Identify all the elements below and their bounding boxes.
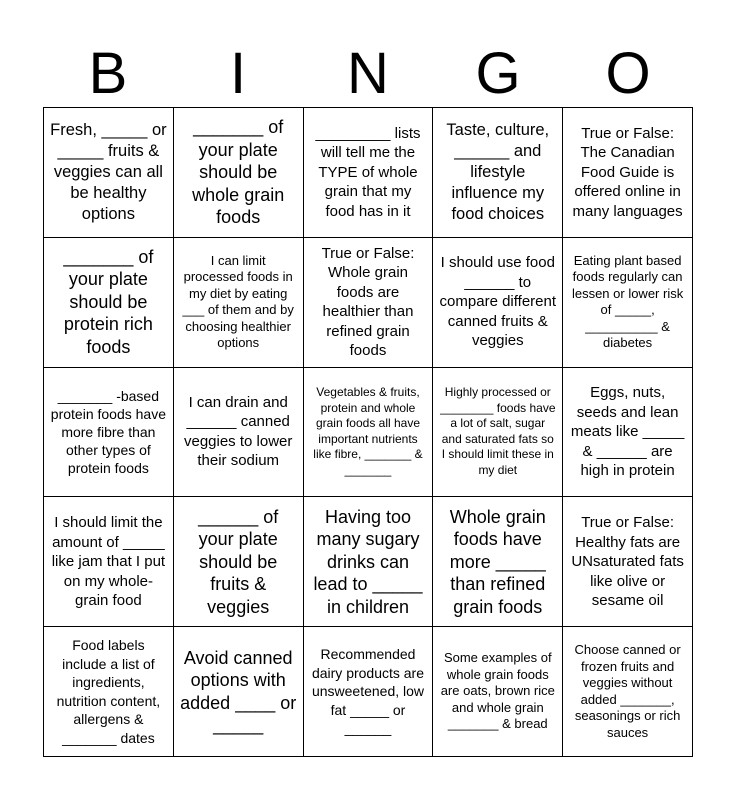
bingo-cell-b2[interactable] bbox=[44, 238, 174, 368]
cell-text: Avoid canned options with added ____ or _____ bbox=[180, 647, 297, 736]
bingo-cell-i1[interactable] bbox=[174, 108, 304, 238]
cell-text: Food labels include a list of ingredients, nutrition content, allergens & _______ dates bbox=[56, 637, 161, 746]
bingo-cell-b4[interactable] bbox=[44, 497, 174, 627]
bingo-cell-i4[interactable] bbox=[174, 497, 304, 627]
cell-text: Fresh, _____ or _____ fruits & veggies can all be healthy options bbox=[50, 120, 167, 223]
cell-text: Choose canned or frozen fruits and veggies without added _______, seasonings or rich sauces bbox=[574, 642, 681, 740]
cell-text: Eating plant based foods regularly can lessen or lower risk of _____, __________ & diabetes bbox=[571, 252, 684, 351]
bingo-cell-b3[interactable] bbox=[44, 368, 174, 498]
bingo-cell-o3[interactable] bbox=[563, 368, 693, 498]
bingo-cell-g4[interactable] bbox=[433, 497, 563, 627]
bingo-cell-n4[interactable] bbox=[304, 497, 434, 627]
cell-text: I can drain and ______ canned veggies to lower their sodium bbox=[183, 393, 293, 470]
header-letter-i: I bbox=[229, 41, 247, 106]
bingo-cell-n2[interactable] bbox=[304, 238, 434, 368]
cell-text: ______ of your plate should be fruits & veggies bbox=[198, 506, 279, 617]
header-letter-b: B bbox=[88, 41, 128, 106]
cell-text: True or False: Healthy fats are UNsaturated fats like olive or sesame oil bbox=[571, 514, 684, 610]
bingo-cell-o1[interactable] bbox=[563, 108, 693, 238]
bingo-cell-g5[interactable] bbox=[433, 627, 563, 757]
bingo-cell-b1[interactable] bbox=[44, 108, 174, 238]
bingo-cell-n1[interactable] bbox=[304, 108, 434, 238]
bingo-cell-i3[interactable] bbox=[174, 368, 304, 498]
bingo-cell-o5[interactable] bbox=[563, 627, 693, 757]
header-letter-o: O bbox=[605, 41, 651, 106]
cell-text: I should limit the amount of _____ like jam that I put on my whole-grain food bbox=[51, 514, 166, 610]
cell-text: Highly processed or ________ foods have a lot of salt, sugar and saturated fats so I should limit these in my diet bbox=[440, 385, 556, 477]
bingo-cell-i5[interactable] bbox=[174, 627, 304, 757]
cell-text: True or False: The Canadian Food Guide is offered online in many languages bbox=[572, 124, 683, 220]
cell-text: Having too many sugary drinks can lead to _____ in children bbox=[313, 506, 423, 617]
bingo-board bbox=[43, 107, 693, 757]
bingo-cell-o2[interactable] bbox=[563, 238, 693, 368]
cell-text: Vegetables & fruits, protein and whole grain foods all have important nutrients like fibre, _______ & _______ bbox=[313, 385, 423, 477]
cell-text: Recommended dairy products are unsweetened, low fat _____ or ______ bbox=[311, 646, 425, 737]
cell-text: I can limit processed foods in my diet by eating ___ of them and by choosing healthier options bbox=[182, 252, 294, 351]
cell-text: True or False: Whole grain foods are healthier than refined grain foods bbox=[321, 244, 415, 360]
bingo-cell-g3[interactable] bbox=[433, 368, 563, 498]
cell-text: Eggs, nuts, seeds and lean meats like _____ & ______ are high in protein bbox=[570, 384, 685, 480]
cell-text: _______ of your plate should be whole grain foods bbox=[192, 117, 285, 228]
cell-text: _______ -based protein foods have more fibre than other types of protein foods bbox=[50, 387, 166, 476]
bingo-cell-g2[interactable] bbox=[433, 238, 563, 368]
cell-text: Whole grain foods have more _____ than refined grain foods bbox=[449, 506, 546, 617]
bingo-cell-n3[interactable] bbox=[304, 368, 434, 498]
cell-text: Taste, culture, ______ and lifestyle influence my food choices bbox=[446, 120, 550, 223]
header-letter-n: N bbox=[347, 41, 389, 106]
cell-text: _________ lists will tell me the TYPE of whole grain that my food has in it bbox=[315, 124, 421, 220]
cell-text: I should use food ______ to compare different canned fruits & veggies bbox=[439, 254, 557, 350]
cell-text: _______ of your plate should be protein rich foods bbox=[63, 246, 154, 357]
bingo-cell-b5[interactable] bbox=[44, 627, 174, 757]
bingo-cell-i2[interactable] bbox=[174, 238, 304, 368]
bingo-cell-g1[interactable] bbox=[433, 108, 563, 238]
header-letter-g: G bbox=[475, 41, 521, 106]
bingo-cell-n5[interactable] bbox=[304, 627, 434, 757]
bingo-cell-o4[interactable] bbox=[563, 497, 693, 627]
bingo-header bbox=[43, 40, 693, 108]
cell-text: Some examples of whole grain foods are oats, brown rice and whole grain _______ & bread bbox=[440, 650, 555, 732]
